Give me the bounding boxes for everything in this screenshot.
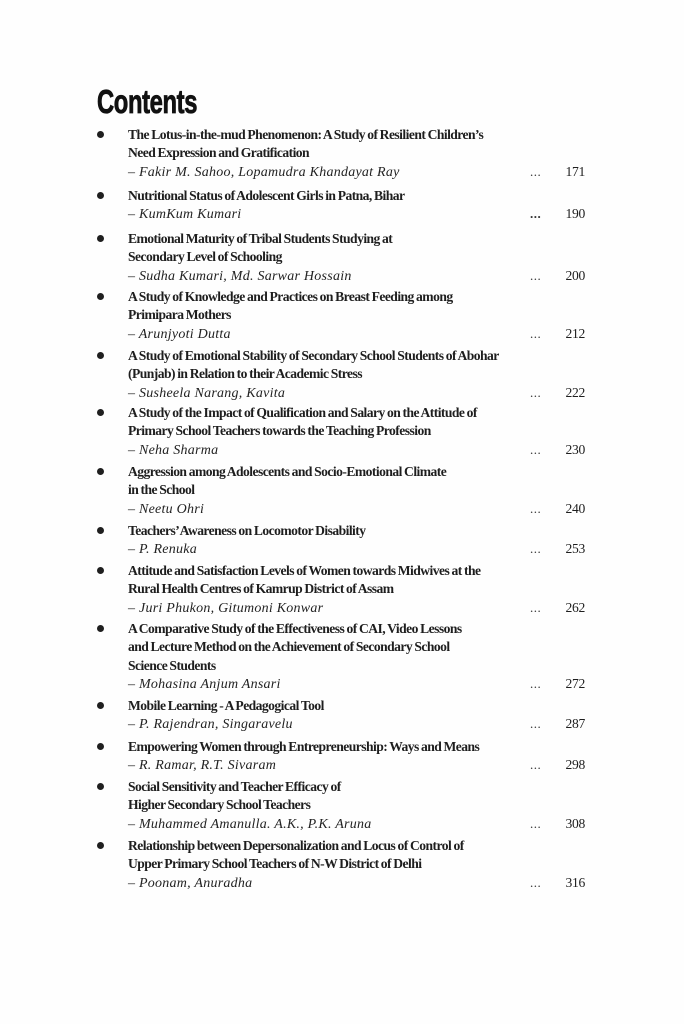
leader-dots: ...	[530, 163, 542, 179]
leader-dots: ...	[530, 757, 542, 773]
page-number[interactable]: 230	[565, 441, 585, 457]
leader-dots: ...	[530, 267, 542, 283]
bullet-icon	[97, 743, 104, 750]
page-number[interactable]: 287	[565, 716, 585, 732]
entry-title-line: Emotional Maturity of Tribal Students Studying at	[128, 231, 393, 246]
entry-authors: – Mohasina Anjum Ansari	[128, 677, 281, 693]
entry-title-line: Nutritional Status of Adolescent Girls in Patna, Bihar	[128, 188, 405, 203]
leader-dots: ...	[530, 716, 542, 732]
entry-authors: – Fakir M. Sahoo, Lopamudra Khandayat Ray	[128, 164, 400, 180]
entry-authors: – P. Renuka	[128, 542, 197, 558]
page-number[interactable]: 171	[565, 163, 585, 179]
entry-title-line: and Lecture Method on the Achievement of Secondary School	[128, 639, 450, 655]
entry-title-line: A Study of Emotional Stability of Secondary School Students of Abohar	[128, 348, 499, 363]
page-number[interactable]: 222	[565, 384, 585, 400]
entry-authors: – P. Rajendran, Singaravelu	[128, 717, 293, 733]
leader-dots: ...	[530, 500, 542, 516]
entry-title-line: Aggression among Adolescents and Socio-Emotional Climate	[128, 464, 447, 479]
bullet-icon	[97, 625, 104, 632]
page-number[interactable]: 298	[565, 757, 585, 773]
entry-title-line: in the School	[128, 482, 195, 498]
page-number[interactable]: 200	[565, 267, 585, 283]
bullet-icon	[97, 192, 104, 199]
bullet-icon	[97, 235, 104, 242]
entry-authors: – Muhammed Amanulla. A.K., P.K. Aruna	[128, 816, 372, 832]
bullet-icon	[97, 468, 104, 475]
leader-dots: ...	[530, 206, 542, 222]
leader-dots: ...	[530, 325, 542, 341]
entry-title-line: The Lotus-in-the-mud Phenomenon: A Study of Resilient Children’s	[128, 127, 484, 142]
leader-dots: ...	[530, 815, 542, 831]
leader-dots: ...	[530, 599, 542, 615]
bullet-icon	[97, 783, 104, 790]
bullet-icon	[97, 131, 104, 138]
entry-title-line: Higher Secondary School Teachers	[128, 797, 311, 813]
entry-title-line: Relationship between Depersonalization and Locus of Control of	[128, 838, 464, 853]
entry-authors: – Neetu Ohri	[128, 501, 205, 517]
entry-title-line: A Comparative Study of the Effectiveness of CAI, Video Lessons	[128, 621, 462, 636]
page-title: Contents	[97, 83, 198, 120]
bullet-icon	[97, 409, 104, 416]
bullet-icon	[97, 293, 104, 300]
bullet-icon	[97, 352, 104, 359]
entry-authors: – Poonam, Anuradha	[128, 875, 253, 891]
entry-title-line: Primipara Mothers	[128, 307, 231, 323]
entry-title-line: Rural Health Centres of Kamrup District of Assam	[128, 581, 394, 597]
leader-dots: ...	[530, 441, 542, 457]
bullet-icon	[97, 842, 104, 849]
page-number[interactable]: 272	[565, 676, 585, 692]
entry-title-line: Attitude and Satisfaction Levels of Women towards Midwives at the	[128, 563, 481, 578]
page-number[interactable]: 316	[565, 874, 585, 890]
leader-dots: ...	[530, 874, 542, 890]
entry-authors: – Susheela Narang, Kavita	[128, 385, 286, 401]
leader-dots: ...	[530, 541, 542, 557]
entry-title-line: A Study of the Impact of Qualification and Salary on the Attitude of	[128, 405, 477, 420]
entry-title-line: A Study of Knowledge and Practices on Breast Feeding among	[128, 289, 453, 304]
entry-title-line: (Punjab) in Relation to their Academic Stress	[128, 366, 362, 382]
entry-title-line: Primary School Teachers towards the Teaching Profession	[128, 423, 431, 439]
entry-title-line: Upper Primary School Teachers of N-W District of Delhi	[128, 856, 422, 872]
bullet-icon	[97, 527, 104, 534]
entry-title-line: Need Expression and Gratification	[128, 145, 310, 161]
entry-authors: – Juri Phukon, Gitumoni Konwar	[128, 600, 324, 616]
page-number[interactable]: 212	[565, 325, 585, 341]
page-number[interactable]: 240	[565, 500, 585, 516]
entry-title-line: Science Students	[128, 657, 216, 673]
page-number[interactable]: 253	[565, 541, 585, 557]
entry-title-line: Social Sensitivity and Teacher Efficacy of	[128, 779, 341, 794]
page-number[interactable]: 262	[565, 599, 585, 615]
page-number[interactable]: 308	[565, 815, 585, 831]
entry-title-line: Secondary Level of Schooling	[128, 249, 282, 265]
entry-authors: – Neha Sharma	[128, 442, 219, 458]
entry-authors: – Arunjyoti Dutta	[128, 326, 231, 342]
leader-dots: ...	[530, 384, 542, 400]
entry-authors: – Sudha Kumari, Md. Sarwar Hossain	[128, 268, 352, 284]
entry-title-line: Teachers’ Awareness on Locomotor Disability	[128, 523, 366, 538]
bullet-icon	[97, 702, 104, 709]
entry-title-line: Mobile Learning - A Pedagogical Tool	[128, 698, 324, 713]
leader-dots: ...	[530, 676, 542, 692]
page-number[interactable]: 190	[565, 206, 585, 222]
entry-title-line: Empowering Women through Entrepreneurship: Ways and Means	[128, 739, 480, 754]
entry-authors: – KumKum Kumari	[128, 207, 242, 223]
bullet-icon	[97, 567, 104, 574]
entry-authors: – R. Ramar, R.T. Sivaram	[128, 758, 277, 774]
